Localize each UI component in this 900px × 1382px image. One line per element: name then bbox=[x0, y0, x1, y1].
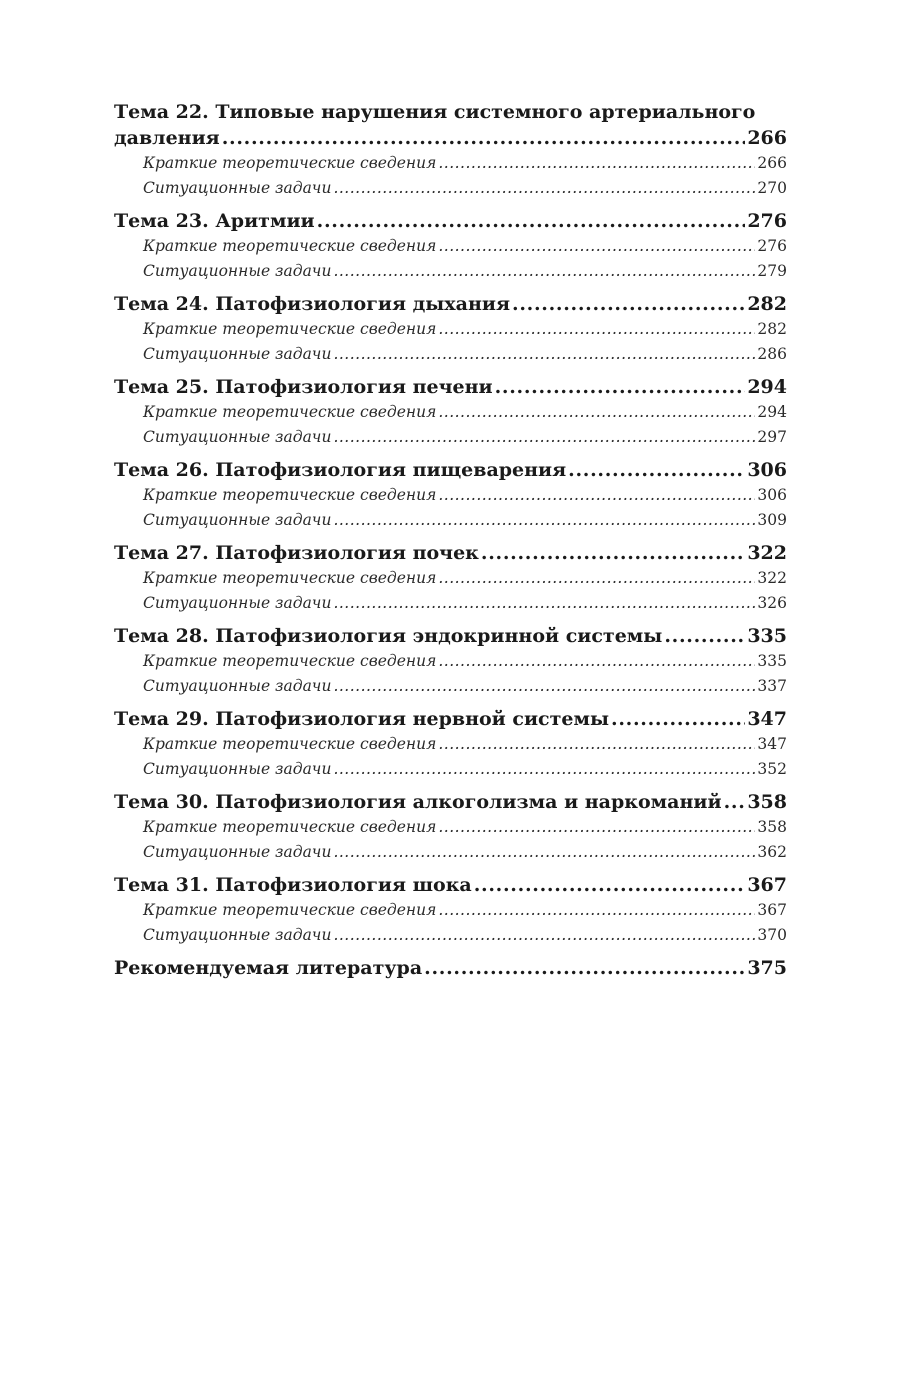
toc-sub-label: Ситуационные задачи bbox=[143, 428, 332, 446]
dot-leader bbox=[333, 923, 755, 948]
dot-leader bbox=[333, 259, 755, 284]
toc-page-number: 294 bbox=[757, 403, 787, 421]
toc-topic-title-line1: Тема 22. Типовые нарушения системного артериального bbox=[114, 101, 756, 123]
dot-leader bbox=[317, 208, 746, 234]
toc-page-number: 297 bbox=[757, 428, 787, 446]
toc-page-number: 306 bbox=[757, 486, 787, 504]
toc-sub-entry[interactable] bbox=[114, 649, 787, 674]
toc-sub-label: Ситуационные задачи bbox=[143, 262, 332, 280]
toc-sub-label: Краткие теоретические сведения bbox=[143, 901, 437, 919]
toc-main-entry[interactable] bbox=[114, 125, 787, 151]
toc-sub-label: Ситуационные задачи bbox=[143, 345, 332, 363]
dot-leader bbox=[424, 955, 745, 981]
dot-leader bbox=[438, 898, 755, 923]
dot-leader bbox=[333, 508, 755, 533]
toc-sub-entry[interactable] bbox=[114, 923, 787, 948]
toc-main-label: Тема 25. Патофизиология печени bbox=[114, 376, 493, 398]
dot-leader bbox=[438, 317, 755, 342]
toc-main-label: Рекомендуемая литература bbox=[114, 957, 423, 979]
toc-main-entry[interactable] bbox=[114, 291, 787, 317]
dot-leader bbox=[333, 674, 755, 699]
toc-main-label: Тема 29. Патофизиология нервной системы bbox=[114, 708, 610, 730]
dot-leader bbox=[438, 815, 755, 840]
dot-leader bbox=[495, 374, 746, 400]
toc-sub-label: Ситуационные задачи bbox=[143, 594, 332, 612]
toc-main-entry[interactable] bbox=[114, 872, 787, 898]
toc-page-number: 266 bbox=[747, 127, 787, 149]
toc-topic bbox=[114, 291, 787, 367]
toc-page-number: 279 bbox=[757, 262, 787, 280]
toc-topic bbox=[114, 208, 787, 284]
toc-main-entry[interactable] bbox=[114, 706, 787, 732]
toc-sub-label: Краткие теоретические сведения bbox=[143, 486, 437, 504]
toc-page-number: 266 bbox=[757, 154, 787, 172]
toc-main-entry[interactable] bbox=[114, 789, 787, 815]
toc-main-label: Тема 30. Патофизиология алкоголизма и наркоманий bbox=[114, 791, 722, 813]
toc-page-number: 306 bbox=[747, 459, 787, 481]
toc-page-number: 282 bbox=[757, 320, 787, 338]
toc-sub-entry[interactable] bbox=[114, 508, 787, 533]
dot-leader bbox=[481, 540, 745, 566]
toc-topic bbox=[114, 872, 787, 948]
toc-page-number: 294 bbox=[747, 376, 787, 398]
dot-leader bbox=[438, 234, 755, 259]
toc-page-number: 352 bbox=[757, 760, 787, 778]
toc-page-number: 276 bbox=[757, 237, 787, 255]
toc-page-number: 358 bbox=[757, 818, 787, 836]
toc-page-number: 326 bbox=[757, 594, 787, 612]
toc-sub-entry[interactable] bbox=[114, 757, 787, 782]
dot-leader bbox=[333, 757, 755, 782]
toc-page-number: 362 bbox=[757, 843, 787, 861]
toc-page-number: 335 bbox=[757, 652, 787, 670]
toc-sub-label: Ситуационные задачи bbox=[143, 511, 332, 529]
toc-page-number: 286 bbox=[757, 345, 787, 363]
toc-sub-label: Краткие теоретические сведения bbox=[143, 652, 437, 670]
toc-sub-entry[interactable] bbox=[114, 425, 787, 450]
dot-leader bbox=[333, 591, 755, 616]
dot-leader bbox=[512, 291, 745, 317]
toc-main-label: Тема 28. Патофизиология эндокринной системы bbox=[114, 625, 663, 647]
toc-main-entry[interactable] bbox=[114, 623, 787, 649]
toc-main-entry[interactable] bbox=[114, 457, 787, 483]
toc-sub-label: Ситуационные задачи bbox=[143, 677, 332, 695]
dot-leader bbox=[438, 483, 755, 508]
toc-topic bbox=[114, 623, 787, 699]
dot-leader bbox=[438, 732, 755, 757]
dot-leader bbox=[333, 342, 755, 367]
toc-sub-entry[interactable] bbox=[114, 483, 787, 508]
toc-topic bbox=[114, 706, 787, 782]
toc-sub-label: Краткие теоретические сведения bbox=[143, 735, 437, 753]
toc-main-label: Тема 31. Патофизиология шока bbox=[114, 874, 472, 896]
toc-sub-entry[interactable] bbox=[114, 342, 787, 367]
toc-page-number: 370 bbox=[757, 926, 787, 944]
dot-leader bbox=[333, 176, 755, 201]
toc-sub-entry[interactable] bbox=[114, 898, 787, 923]
toc-page-number: 367 bbox=[747, 874, 787, 896]
toc-page-number: 322 bbox=[747, 542, 787, 564]
dot-leader bbox=[611, 706, 745, 732]
toc-sub-label: Краткие теоретические сведения bbox=[143, 237, 437, 255]
dot-leader bbox=[474, 872, 746, 898]
toc-page-number: 322 bbox=[757, 569, 787, 587]
toc-sub-label: Ситуационные задачи bbox=[143, 843, 332, 861]
dot-leader bbox=[333, 840, 755, 865]
toc-topic bbox=[114, 100, 787, 201]
toc-topic bbox=[114, 457, 787, 533]
toc-sub-label: Краткие теоретические сведения bbox=[143, 154, 437, 172]
toc-sub-label: Ситуационные задачи bbox=[143, 926, 332, 944]
toc-main-label: давления bbox=[114, 127, 220, 149]
dot-leader bbox=[438, 400, 755, 425]
toc-page-number: 367 bbox=[757, 901, 787, 919]
table-of-contents bbox=[114, 100, 787, 981]
toc-main-entry[interactable] bbox=[114, 208, 787, 234]
toc-page-number: 347 bbox=[747, 708, 787, 730]
dot-leader bbox=[438, 566, 755, 591]
toc-sub-entry[interactable] bbox=[114, 259, 787, 284]
toc-topic bbox=[114, 789, 787, 865]
toc-main-label: Тема 23. Аритмии bbox=[114, 210, 315, 232]
toc-sub-entry[interactable] bbox=[114, 234, 787, 259]
toc-main-entry[interactable] bbox=[114, 374, 787, 400]
toc-page-number: 375 bbox=[747, 957, 787, 979]
toc-sub-entry[interactable] bbox=[114, 566, 787, 591]
toc-sub-label: Краткие теоретические сведения bbox=[143, 403, 437, 421]
toc-page-number: 276 bbox=[747, 210, 787, 232]
toc-sub-entry[interactable] bbox=[114, 400, 787, 425]
toc-page-number: 337 bbox=[757, 677, 787, 695]
toc-page-number: 347 bbox=[757, 735, 787, 753]
toc-page-number: 282 bbox=[747, 293, 787, 315]
toc-page-number: 335 bbox=[747, 625, 787, 647]
dot-leader bbox=[438, 649, 755, 674]
toc-sub-entry[interactable] bbox=[114, 840, 787, 865]
toc-main-label: Тема 27. Патофизиология почек bbox=[114, 542, 479, 564]
dot-leader bbox=[438, 151, 755, 176]
toc-sub-entry[interactable] bbox=[114, 591, 787, 616]
toc-sub-label: Краткие теоретические сведения bbox=[143, 569, 437, 587]
toc-page-number: 309 bbox=[757, 511, 787, 529]
toc-sub-entry[interactable] bbox=[114, 815, 787, 840]
toc-main-entry[interactable] bbox=[114, 540, 787, 566]
toc-sub-entry[interactable] bbox=[114, 674, 787, 699]
dot-leader bbox=[664, 623, 745, 649]
toc-sub-entry[interactable] bbox=[114, 151, 787, 176]
toc-topic bbox=[114, 540, 787, 616]
toc-sub-label: Краткие теоретические сведения bbox=[143, 818, 437, 836]
toc-sub-entry[interactable] bbox=[114, 176, 787, 201]
toc-page-number: 270 bbox=[757, 179, 787, 197]
dot-leader bbox=[222, 125, 746, 151]
toc-page-number: 358 bbox=[747, 791, 787, 813]
toc-topic bbox=[114, 374, 787, 450]
toc-main-label: Тема 24. Патофизиология дыхания bbox=[114, 293, 510, 315]
toc-references-entry[interactable] bbox=[114, 955, 787, 981]
dot-leader bbox=[724, 789, 746, 815]
toc-sub-entry[interactable] bbox=[114, 732, 787, 757]
toc-main-label: Тема 26. Патофизиология пищеварения bbox=[114, 459, 567, 481]
toc-sub-entry[interactable] bbox=[114, 317, 787, 342]
dot-leader bbox=[333, 425, 755, 450]
toc-sub-label: Ситуационные задачи bbox=[143, 760, 332, 778]
toc-sub-label: Краткие теоретические сведения bbox=[143, 320, 437, 338]
dot-leader bbox=[568, 457, 745, 483]
toc-sub-label: Ситуационные задачи bbox=[143, 179, 332, 197]
